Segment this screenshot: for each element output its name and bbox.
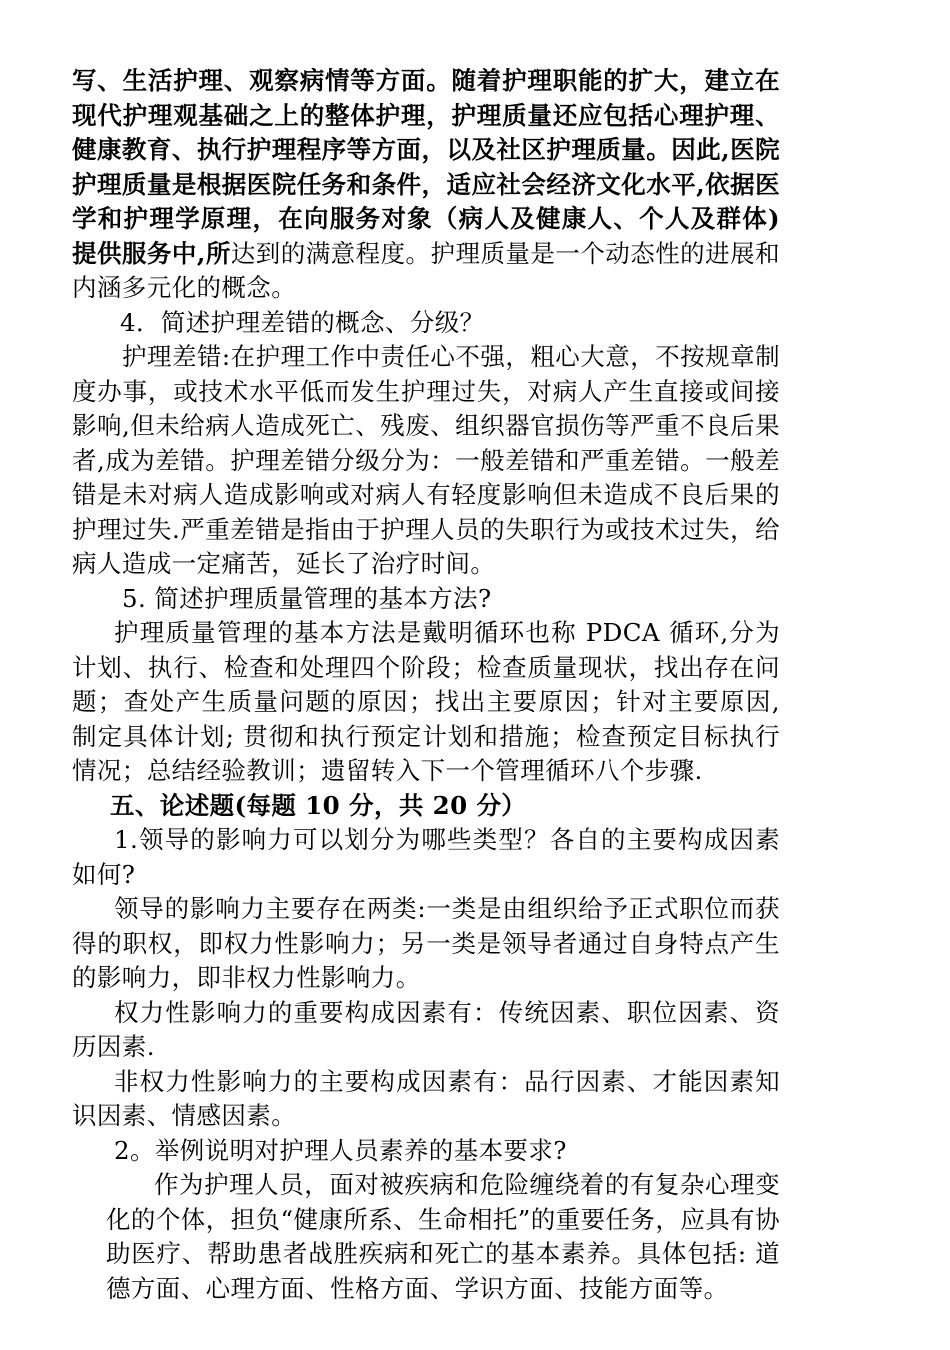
essay-answer-1-part-2: 权力性影响力的重要构成因素有：传统因素、职位因素、资历因素. <box>72 997 780 1061</box>
essay-answer-1-part-1: 领导的影响力主要存在两类:一类是由组织给予正式职位而获得的职权，即权力性影响力；另一类是领导者通过自身特点产生的影响力，即非权力性影响力。 <box>72 894 780 992</box>
answer-4: 护理差错:在护理工作中责任心不强，粗心大意，不按规章制度办事，或技术水平低而发生护理过失，对病人产生直接或间接影响,但未给病人造成死亡、残废、组织器官损伤等严重不良后果者,成为差错。护理差错分级分为：一般差错和严重差错。一般差错是未对病人造成影响或对病人有轻度影响但未造成不良后果的护理过失.严重差错是指由于护理人员的失职行为或技术过失，给病人造成一定痛苦，延长了治疗时间。 <box>72 342 780 578</box>
paragraph-normal-text: 达到的满意程度。护理质量是一个动态性的进展和内涵多元化的概念。 <box>72 238 780 302</box>
question-5: 5. 简述护理质量管理的基本方法? <box>122 583 492 613</box>
essay-answer-1-part-3: 非权力性影响力的主要构成因素有：品行因素、才能因素知识因素、情感因素。 <box>72 1066 780 1130</box>
essay-answer-2: 作为护理人员，面对被疾病和危险缠绕着的有复杂心理变化的个体，担负“健康所系、生命相托”的重要任务，应具有协助医疗、帮助患者战胜疾病和死亡的基本素养。具体包括: 道德方面、心理方面、性格方面、学识方面、技能方面等。 <box>106 1170 780 1303</box>
essay-question-2: 2。举例说明对护理人员素养的基本要求? <box>114 1135 567 1165</box>
document-page <box>72 64 780 1306</box>
question-4: 4．简述护理差错的概念、分级？ <box>120 307 485 337</box>
paragraph-nursing-quality <box>72 64 780 306</box>
section-heading-essay: 五、论述题(每题 10 分，共 20 分） <box>110 790 527 820</box>
answer-5: 护理质量管理的基本方法是戴明循环也称 PDCA 循环,分为计划、执行、检查和处理四个阶段；检查质量现状，找出存在问题；查处产生质量问题的原因；找出主要原因；针对主要原因, 制定具体计划; 贯彻和执行预定计划和措施；检查预定目标执行情况；总结经验教训；遗留转入下一个管理循环八个步骤. <box>72 618 780 785</box>
essay-question-1: 1.领导的影响力可以划分为哪些类型？各自的主要构成因素如何? <box>72 825 780 889</box>
paragraph-bold-text: 写、生活护理、观察病情等方面。随着护理职能的扩大，建立在现代护理观基础之上的整体护理，护理质量还应包括心理护理、健康教育、执行护理程序等方面，以及社区护理质量。因此,医院护理质量是根据医院任务和条件，适应社会经济文化水平,依据医学和护理学原理，在向服务对象（病人及健康人、个人及群体)提供服务中,所 <box>72 66 780 268</box>
